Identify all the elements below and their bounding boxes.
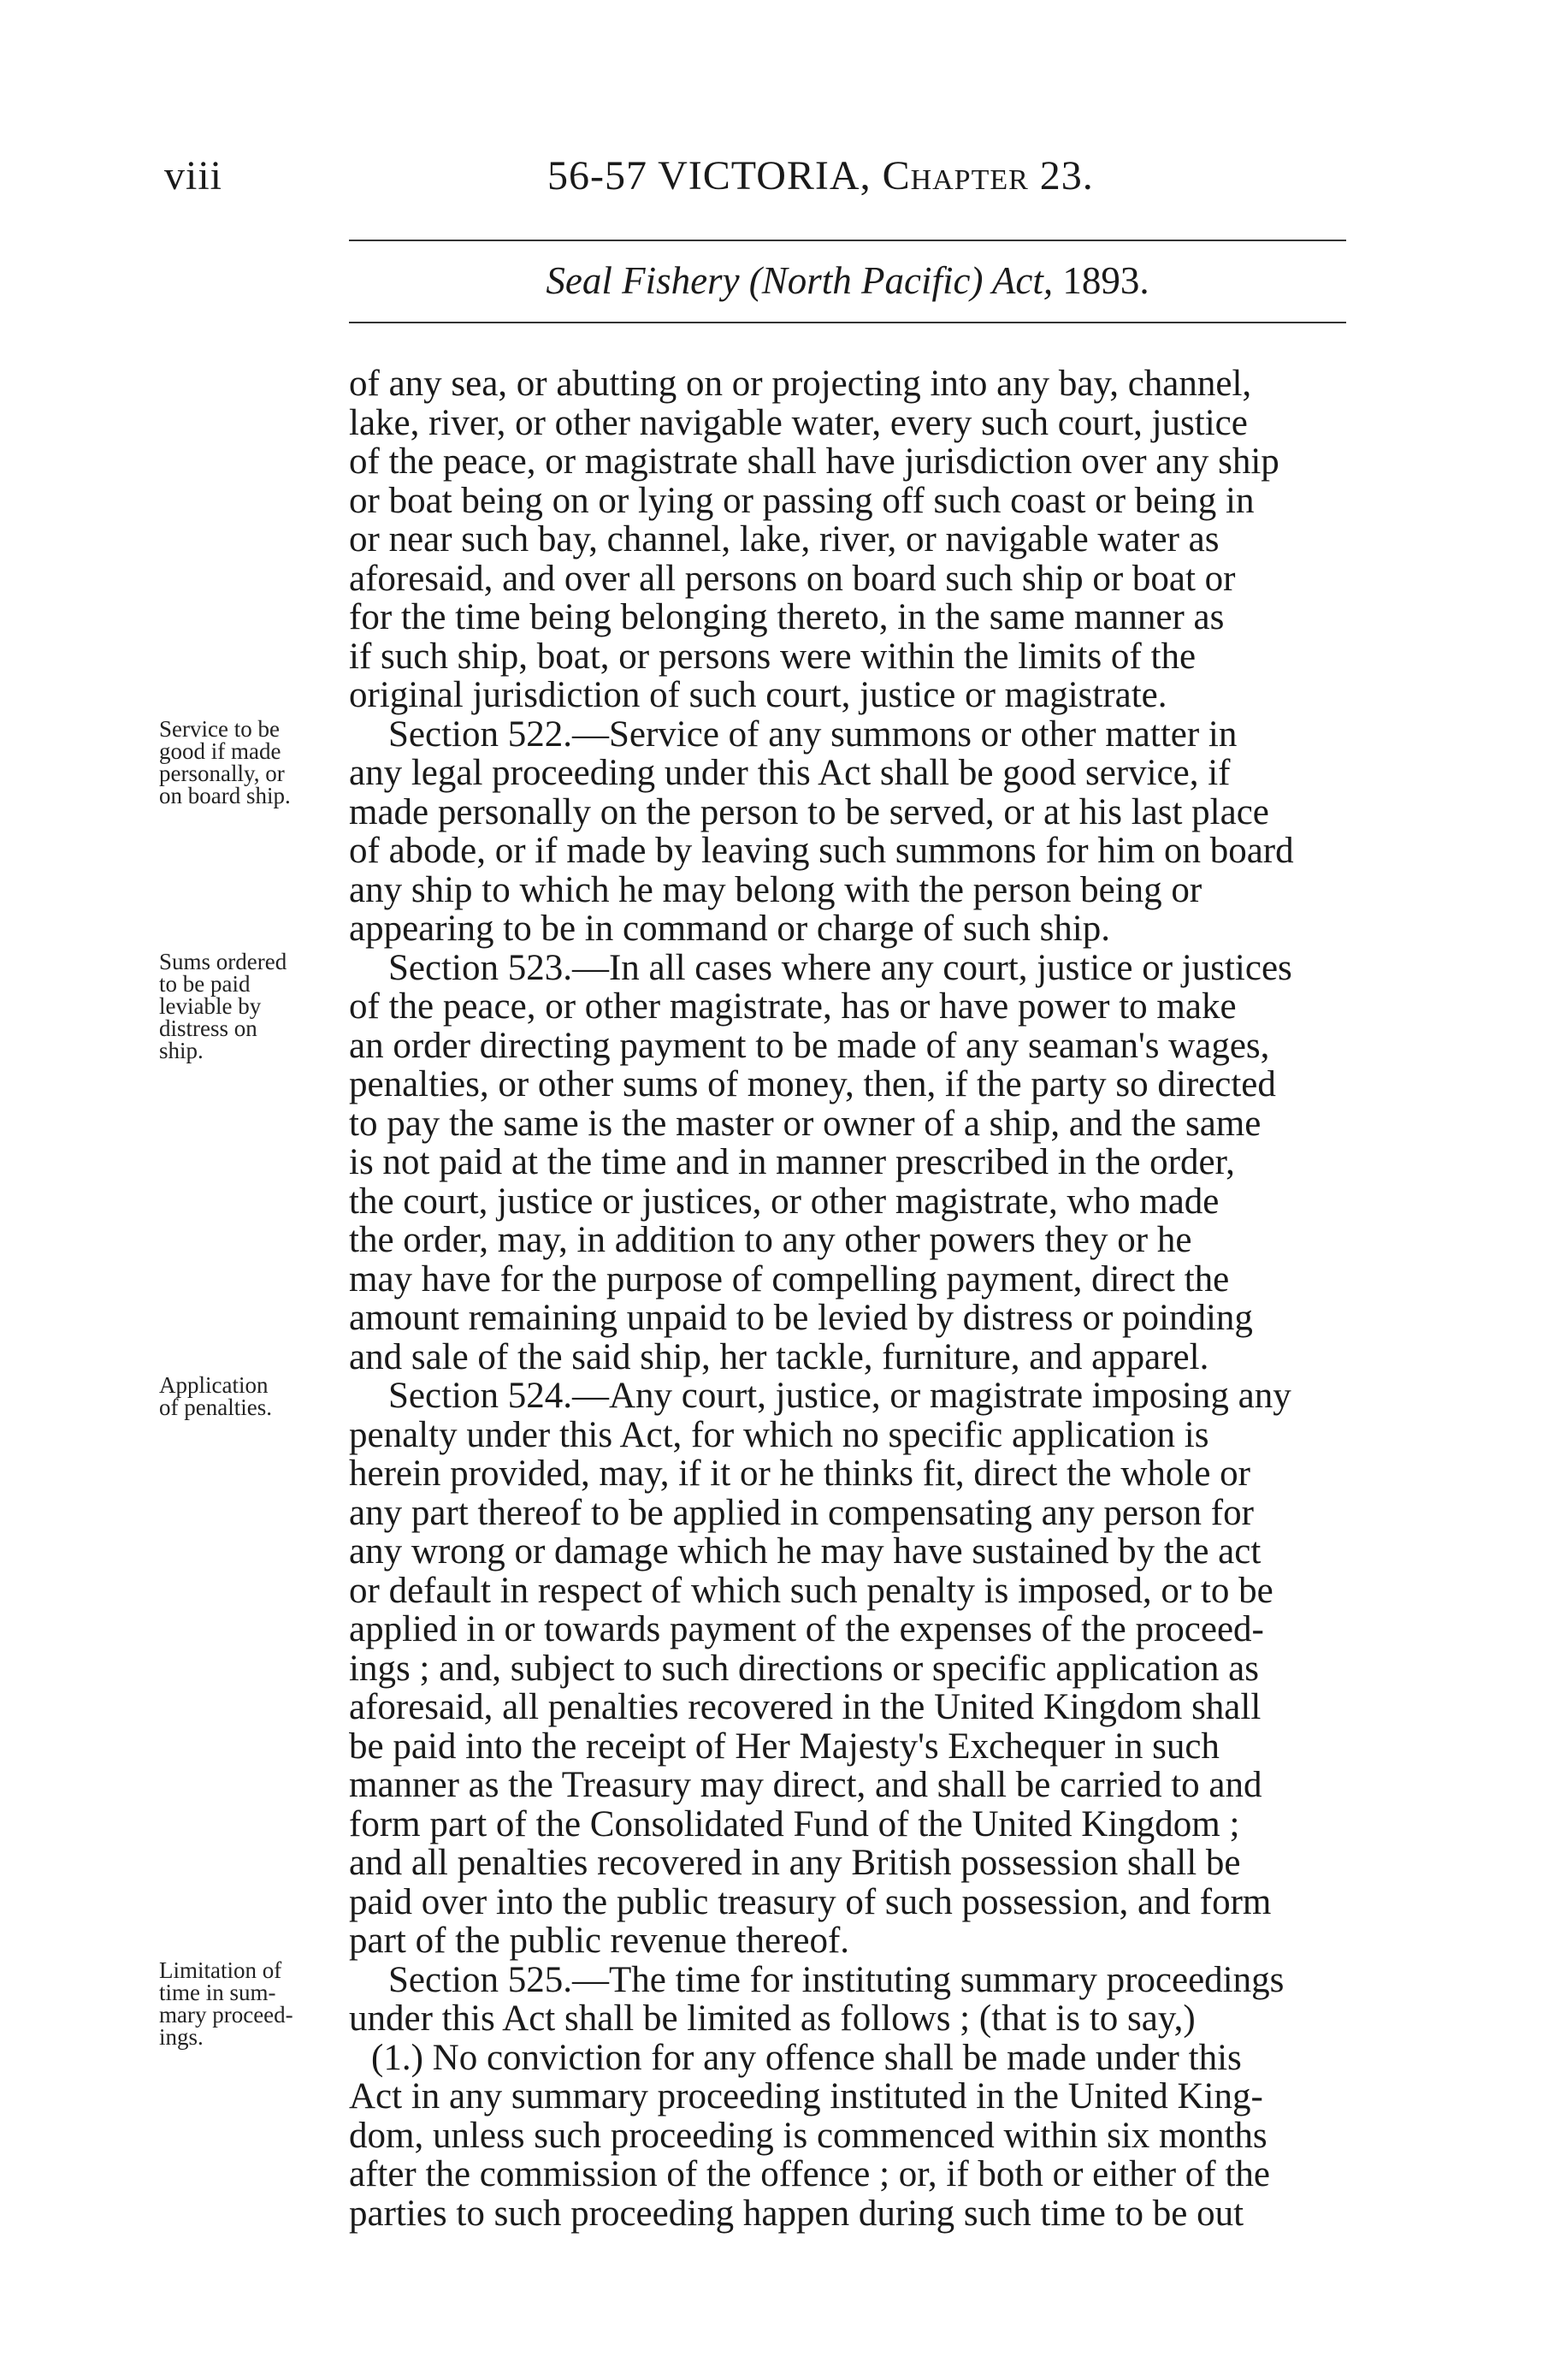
header-rule-top xyxy=(349,240,1346,241)
margin-note-line: good if made xyxy=(159,738,281,764)
body-line: part of the public revenue thereof. xyxy=(349,1921,850,1961)
margin-note-line: mary proceed- xyxy=(159,2002,293,2028)
body-line: aforesaid, and over all persons on board such ship or boat or xyxy=(349,558,1236,599)
body-line: parties to such proceeding happen during such time to be out xyxy=(349,2193,1244,2234)
section-525-heading-line: Section 525.—The time for instituting summary proceedings xyxy=(388,1959,1285,2000)
body-line: or near such bay, channel, lake, river, or navigable water as xyxy=(349,519,1220,559)
section-522-heading-line: Section 522.—Service of any summons or other matter in xyxy=(388,713,1238,755)
body-line: original jurisdiction of such court, justice or magistrate. xyxy=(349,675,1167,715)
margin-note-section-523 xyxy=(159,950,347,1062)
body-line: lake, river, or other navigable water, every such court, justice xyxy=(349,402,1248,443)
margin-note-line: time in sum- xyxy=(159,1980,276,2005)
short-title-italic: Seal Fishery (North Pacific) Act, xyxy=(546,259,1054,302)
body-line: penalty under this Act, for which no specific application is xyxy=(349,1414,1209,1455)
margin-note-section-522 xyxy=(159,718,347,807)
body-line: is not paid at the time and in manner prescribed in the order, xyxy=(349,1142,1235,1182)
act-title xyxy=(547,152,1094,199)
margin-note-line: ings. xyxy=(159,2024,204,2050)
act-title-prefix: 56-57 VICTORIA, xyxy=(547,153,883,198)
margin-note-line: Sums ordered xyxy=(159,949,287,974)
body-line: if such ship, boat, or persons were within the limits of the xyxy=(349,636,1197,677)
body-line: under this Act shall be limited as follows ; (that is to say,) xyxy=(349,1998,1196,2039)
margin-note-line: ship. xyxy=(159,1038,204,1063)
body-line: any wrong or damage which he may have sustained by the act xyxy=(349,1531,1262,1572)
body-line: and all penalties recovered in any British possession shall be xyxy=(349,1843,1241,1883)
body-line: be paid into the receipt of Her Majesty's Exchequer in such xyxy=(349,1726,1220,1767)
page-number: viii xyxy=(164,153,223,198)
margin-note-section-524 xyxy=(159,1374,347,1418)
body-line: the court, justice or justices, or other magistrate, who made xyxy=(349,1181,1220,1222)
margin-note-line: to be paid xyxy=(159,971,251,997)
short-title xyxy=(349,258,1346,303)
body-line: Act in any summary proceeding instituted in the United King- xyxy=(349,2076,1263,2117)
body-line: penalties, or other sums of money, then, if the party so directed xyxy=(349,1064,1276,1104)
body-line: made personally on the person to be served, or at his last place xyxy=(349,791,1269,832)
body-line: of the peace, or magistrate shall have jurisdiction over any ship xyxy=(349,441,1279,482)
body-line: of the peace, or other magistrate, has or have power to make xyxy=(349,986,1237,1027)
margin-note-line: personally, or xyxy=(159,761,285,786)
body-line: dom, unless such proceeding is commenced within six months xyxy=(349,2115,1268,2156)
margin-note-line: Limitation of xyxy=(159,1957,282,1983)
body-line: manner as the Treasury may direct, and shall be carried to and xyxy=(349,1765,1262,1805)
margin-note-line: leviable by xyxy=(159,993,262,1019)
section-523-heading-line: Section 523.—In all cases where any court, justice or justices xyxy=(388,947,1292,988)
body-line: or boat being on or lying or passing off such coast or being in xyxy=(349,480,1255,521)
act-title-chapter: Chapter 23. xyxy=(882,153,1094,198)
body-line: any legal proceeding under this Act shall be good service, if xyxy=(349,753,1231,793)
body-line: herein provided, may, if it or he thinks fit, direct the whole or xyxy=(349,1453,1251,1494)
body-line: any ship to which he may belong with the person being or xyxy=(349,869,1202,910)
body-line: applied in or towards payment of the expenses of the proceed- xyxy=(349,1609,1264,1649)
subsection-1-line: (1.) No conviction for any offence shall be made under this xyxy=(371,2037,1242,2078)
section-524-heading-line: Section 524.—Any court, justice, or magistrate imposing any xyxy=(388,1376,1291,1416)
body-line: the order, may, in addition to any other powers they or he xyxy=(349,1220,1192,1260)
body-line: and sale of the said ship, her tackle, furniture, and apparel. xyxy=(349,1336,1209,1377)
header-rule-bottom xyxy=(349,322,1346,323)
body-line: paid over into the public treasury of such possession, and form xyxy=(349,1881,1272,1922)
margin-note-line: on board ship. xyxy=(159,783,291,808)
body-line: form part of the Consolidated Fund of the United Kingdom ; xyxy=(349,1803,1240,1844)
body-line: for the time being belonging thereto, in the same manner as xyxy=(349,597,1225,637)
body-line: or default in respect of which such penalty is imposed, or to be xyxy=(349,1570,1273,1611)
body-line: of abode, or if made by leaving such summons for him on board xyxy=(349,831,1294,871)
margin-note-line: distress on xyxy=(159,1015,257,1041)
body-line: any part thereof to be applied in compensating any person for xyxy=(349,1492,1254,1533)
margin-note-section-525 xyxy=(159,1959,347,2048)
body-line: aforesaid, all penalties recovered in the United Kingdom shall xyxy=(349,1687,1262,1727)
body-text xyxy=(349,364,1372,2233)
body-line: after the commission of the offence ; or, if both or either of the xyxy=(349,2154,1270,2194)
body-line: amount remaining unpaid to be levied by distress or poinding xyxy=(349,1298,1253,1338)
margin-note-line: Application xyxy=(159,1372,269,1398)
body-line: may have for the purpose of compelling payment, direct the xyxy=(349,1258,1230,1300)
short-title-year: 1893. xyxy=(1053,259,1149,302)
body-line: an order directing payment to be made of any seaman's wages, xyxy=(349,1025,1270,1066)
body-line: appearing to be in command or charge of such ship. xyxy=(349,909,1111,949)
body-line: ings ; and, subject to such directions or specific application as xyxy=(349,1648,1259,1689)
margin-note-line: of penalties. xyxy=(159,1394,272,1420)
margin-note-line: Service to be xyxy=(159,716,280,742)
body-line: to pay the same is the master or owner of a ship, and the same xyxy=(349,1103,1262,1144)
body-line: of any sea, or abutting on or projecting into any bay, channel, xyxy=(349,364,1252,404)
